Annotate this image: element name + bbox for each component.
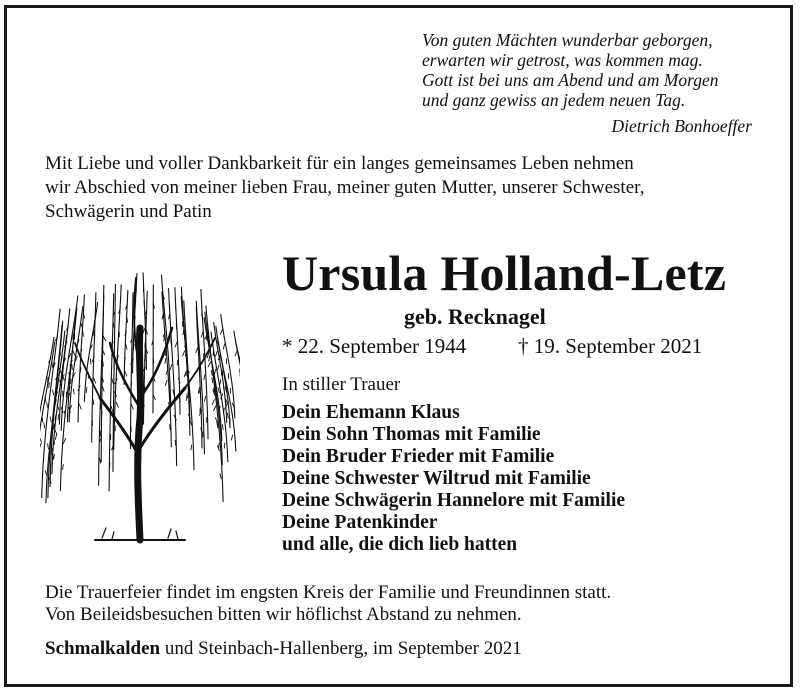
place-city: Schmalkalden — [45, 638, 161, 659]
mourning-intro: In stiller Trauer — [282, 374, 401, 395]
mourner: Deine Schwester Wiltrud mit Familie — [282, 468, 591, 489]
mourner: Dein Bruder Frieder mit Familie — [282, 446, 555, 467]
place-and-date — [45, 638, 522, 660]
intro-line: Schwägerin und Patin — [45, 201, 212, 222]
notice-line: Von Beileidsbesuchen bitten wir höflichst Abstand zu nehmen. — [45, 604, 522, 625]
mourner: Deine Schwägerin Hannelore mit Familie — [282, 490, 626, 511]
ceremony-notice — [45, 582, 611, 626]
intro-text — [45, 152, 765, 224]
poem — [422, 30, 756, 136]
intro-line: wir Abschied von meiner lieben Frau, meiner guten Mutter, unserer Schwester, — [45, 177, 645, 198]
poem-author: Dietrich Bonhoeffer — [611, 116, 752, 136]
mourners-list — [282, 402, 625, 556]
death-date: † 19. September 2021 — [518, 334, 703, 358]
mourner: Dein Sohn Thomas mit Familie — [282, 424, 541, 445]
maiden-name: geb. Recknagel — [404, 304, 546, 329]
birth-date: * 22. September 1944 — [282, 334, 467, 358]
poem-line: Gott ist bei uns am Abend und am Morgen — [422, 70, 719, 90]
intro-line: Mit Liebe und voller Dankbarkeit für ein langes gemeinsames Leben nehmen — [45, 153, 634, 174]
notice-line: Die Trauerfeier findet im engsten Kreis der Familie und Freundinnen statt. — [45, 582, 612, 603]
place-rest: und Steinbach-Hallenberg, im September 2021 — [160, 638, 522, 659]
mourner: und alle, die dich lieb hatten — [282, 534, 518, 555]
deceased-name: Ursula Holland-Letz — [282, 245, 727, 301]
poem-line: Von guten Mächten wunderbar geborgen, — [422, 30, 713, 50]
poem-line: und ganz gewiss an jedem neuen Tag. — [422, 90, 686, 110]
mourner: Deine Patenkinder — [282, 512, 438, 533]
poem-line: erwarten wir getrost, was kommen mag. — [422, 50, 703, 70]
willow-tree-image — [40, 258, 240, 548]
mourner: Dein Ehemann Klaus — [282, 402, 460, 423]
